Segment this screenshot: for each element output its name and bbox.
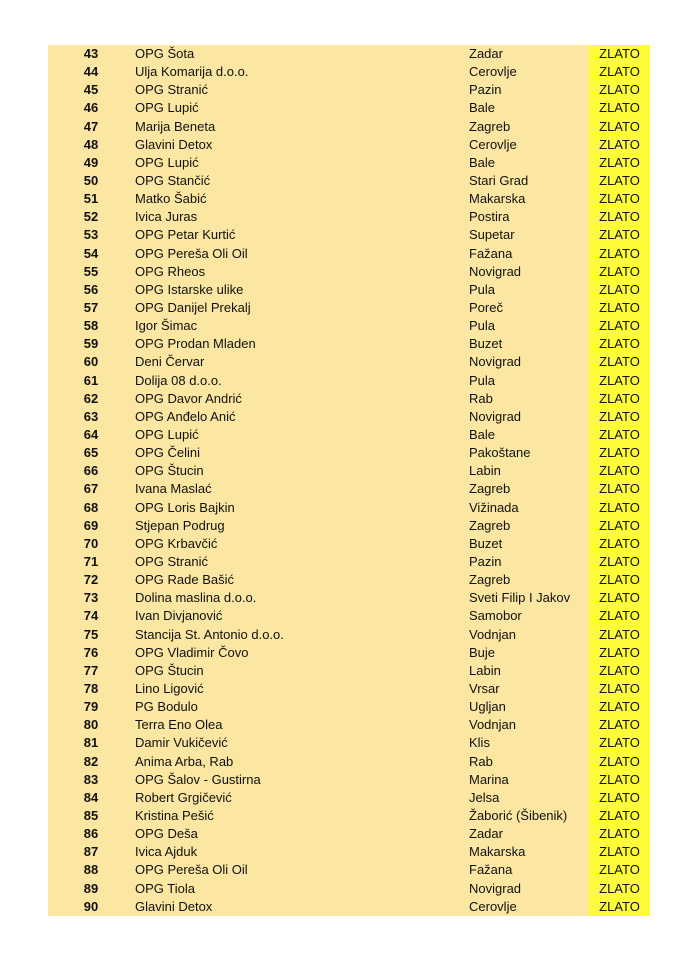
producer-location: Zagreb [469,480,589,498]
producer-name: OPG Petar Kurtić [134,226,469,244]
producer-name: OPG Tiola [134,879,469,897]
producer-location: Marina [469,771,589,789]
producer-name: OPG Deša [134,825,469,843]
entry-number: 57 [48,299,134,317]
table-row [48,99,650,117]
entry-number: 69 [48,517,134,535]
award-badge: ZLATO [589,408,650,426]
producer-location: Bale [469,154,589,172]
table-row [48,807,650,825]
award-badge: ZLATO [589,426,650,444]
award-badge: ZLATO [589,535,650,553]
table-row [48,172,650,190]
entry-number: 45 [48,81,134,99]
producer-location: Makarska [469,843,589,861]
award-badge: ZLATO [589,81,650,99]
producer-location: Pula [469,281,589,299]
entry-number: 49 [48,154,134,172]
producer-name: OPG Čelini [134,444,469,462]
producer-name: Dolina maslina d.o.o. [134,589,469,607]
table-row [48,317,650,335]
award-badge: ZLATO [589,136,650,154]
award-badge: ZLATO [589,99,650,117]
award-badge: ZLATO [589,680,650,698]
producer-name: Matko Šabić [134,190,469,208]
producer-location: Zagreb [469,517,589,535]
entry-number: 54 [48,245,134,263]
producer-name: OPG Loris Bajkin [134,499,469,517]
table-row [48,752,650,770]
table-row [48,571,650,589]
award-badge: ZLATO [589,861,650,879]
award-badge: ZLATO [589,208,650,226]
award-badge: ZLATO [589,390,650,408]
award-badge: ZLATO [589,172,650,190]
table-row [48,136,650,154]
producer-location: Poreč [469,299,589,317]
table-row [48,353,650,371]
producer-location: Žaborić (Šibenik) [469,807,589,825]
producer-name: OPG Danijel Prekalj [134,299,469,317]
table-row [48,553,650,571]
producer-name: Kristina Pešić [134,807,469,825]
producer-name: OPG Pereša Oli Oil [134,245,469,263]
award-badge: ZLATO [589,898,650,916]
producer-location: Sveti Filip I Jakov [469,589,589,607]
table-row [48,517,650,535]
producer-name: Ivana Maslać [134,480,469,498]
table-row [48,861,650,879]
award-badge: ZLATO [589,63,650,81]
award-badge: ZLATO [589,353,650,371]
table-row [48,499,650,517]
producer-name: OPG Davor Andrić [134,390,469,408]
producer-name: OPG Stranić [134,81,469,99]
entry-number: 85 [48,807,134,825]
award-badge: ZLATO [589,607,650,625]
producer-name: OPG Šalov - Gustirna [134,771,469,789]
entry-number: 78 [48,680,134,698]
award-badge: ZLATO [589,372,650,390]
producer-location: Buje [469,644,589,662]
entry-number: 80 [48,716,134,734]
producer-name: Lino Ligović [134,680,469,698]
entry-number: 52 [48,208,134,226]
results-table-container [48,45,650,916]
entry-number: 63 [48,408,134,426]
table-row [48,208,650,226]
entry-number: 48 [48,136,134,154]
producer-name: OPG Krbavčić [134,535,469,553]
producer-name: OPG Istarske ulike [134,281,469,299]
table-row [48,535,650,553]
producer-name: Ivica Juras [134,208,469,226]
entry-number: 62 [48,390,134,408]
award-badge: ZLATO [589,807,650,825]
producer-name: OPG Šota [134,45,469,63]
producer-name: OPG Vladimir Čovo [134,644,469,662]
producer-name: Dolija 08 d.o.o. [134,372,469,390]
producer-name: Damir Vukičević [134,734,469,752]
producer-location: Zagreb [469,571,589,589]
award-badge: ZLATO [589,190,650,208]
table-row [48,626,650,644]
entry-number: 89 [48,879,134,897]
entry-number: 67 [48,480,134,498]
producer-location: Cerovlje [469,136,589,154]
entry-number: 58 [48,317,134,335]
entry-number: 70 [48,535,134,553]
table-row [48,63,650,81]
producer-location: Bale [469,426,589,444]
producer-name: Glavini Detox [134,136,469,154]
producer-name: Anima Arba, Rab [134,752,469,770]
table-row [48,644,650,662]
award-badge: ZLATO [589,571,650,589]
producer-location: Fažana [469,861,589,879]
producer-location: Pula [469,317,589,335]
entry-number: 79 [48,698,134,716]
producer-location: Zadar [469,825,589,843]
producer-location: Bale [469,99,589,117]
award-badge: ZLATO [589,553,650,571]
producer-location: Vodnjan [469,626,589,644]
table-row [48,226,650,244]
producer-name: OPG Rheos [134,263,469,281]
producer-location: Labin [469,462,589,480]
table-row [48,372,650,390]
table-row [48,245,650,263]
producer-name: Igor Šimac [134,317,469,335]
entry-number: 77 [48,662,134,680]
award-badge: ZLATO [589,245,650,263]
producer-name: OPG Lupić [134,99,469,117]
award-badge: ZLATO [589,734,650,752]
producer-name: Terra Eno Olea [134,716,469,734]
award-badge: ZLATO [589,879,650,897]
award-badge: ZLATO [589,299,650,317]
producer-location: Fažana [469,245,589,263]
producer-location: Stari Grad [469,172,589,190]
producer-name: Stjepan Podrug [134,517,469,535]
table-row [48,190,650,208]
table-row [48,825,650,843]
entry-number: 83 [48,771,134,789]
producer-location: Samobor [469,607,589,625]
entry-number: 59 [48,335,134,353]
table-row [48,154,650,172]
producer-location: Buzet [469,535,589,553]
producer-name: OPG Lupić [134,154,469,172]
producer-location: Makarska [469,190,589,208]
entry-number: 75 [48,626,134,644]
entry-number: 88 [48,861,134,879]
award-badge: ZLATO [589,789,650,807]
award-badge: ZLATO [589,335,650,353]
table-row [48,843,650,861]
entry-number: 87 [48,843,134,861]
award-badge: ZLATO [589,771,650,789]
entry-number: 47 [48,118,134,136]
award-badge: ZLATO [589,462,650,480]
entry-number: 61 [48,372,134,390]
award-badge: ZLATO [589,480,650,498]
producer-name: OPG Pereša Oli Oil [134,861,469,879]
producer-name: Glavini Detox [134,898,469,916]
producer-name: OPG Štucin [134,662,469,680]
table-row [48,444,650,462]
entry-number: 74 [48,607,134,625]
entry-number: 76 [48,644,134,662]
table-row [48,607,650,625]
award-badge: ZLATO [589,752,650,770]
entry-number: 66 [48,462,134,480]
award-badge: ZLATO [589,662,650,680]
table-row [48,462,650,480]
award-badge: ZLATO [589,626,650,644]
producer-name: OPG Štucin [134,462,469,480]
producer-location: Novigrad [469,879,589,897]
award-badge: ZLATO [589,589,650,607]
entry-number: 71 [48,553,134,571]
table-row [48,734,650,752]
table-row [48,480,650,498]
table-row [48,390,650,408]
table-row [48,118,650,136]
table-row [48,81,650,99]
table-row [48,680,650,698]
producer-name: OPG Lupić [134,426,469,444]
entry-number: 72 [48,571,134,589]
producer-location: Novigrad [469,353,589,371]
award-badge: ZLATO [589,226,650,244]
entry-number: 81 [48,734,134,752]
table-row [48,299,650,317]
producer-location: Pazin [469,81,589,99]
entry-number: 44 [48,63,134,81]
entry-number: 60 [48,353,134,371]
entry-number: 84 [48,789,134,807]
award-badge: ZLATO [589,698,650,716]
award-badge: ZLATO [589,843,650,861]
award-badge: ZLATO [589,154,650,172]
producer-name: OPG Prodan Mladen [134,335,469,353]
producer-name: OPG Stranić [134,553,469,571]
producer-name: Robert Grgičević [134,789,469,807]
entry-number: 55 [48,263,134,281]
producer-location: Zadar [469,45,589,63]
producer-location: Pakoštane [469,444,589,462]
entry-number: 53 [48,226,134,244]
producer-name: Marija Beneta [134,118,469,136]
entry-number: 90 [48,898,134,916]
producer-name: OPG Stančić [134,172,469,190]
producer-location: Ugljan [469,698,589,716]
table-row [48,589,650,607]
table-row [48,408,650,426]
entry-number: 73 [48,589,134,607]
producer-location: Labin [469,662,589,680]
producer-location: Vodnjan [469,716,589,734]
producer-location: Zagreb [469,118,589,136]
producer-location: Novigrad [469,408,589,426]
producer-location: Jelsa [469,789,589,807]
producer-location: Rab [469,752,589,770]
table-row [48,426,650,444]
table-row [48,716,650,734]
entry-number: 56 [48,281,134,299]
table-row [48,45,650,63]
table-row [48,662,650,680]
producer-name: OPG Anđelo Anić [134,408,469,426]
producer-name: PG Bodulo [134,698,469,716]
producer-location: Buzet [469,335,589,353]
entry-number: 86 [48,825,134,843]
award-badge: ZLATO [589,517,650,535]
producer-location: Cerovlje [469,898,589,916]
results-table-body [48,45,650,916]
producer-location: Pazin [469,553,589,571]
producer-location: Vrsar [469,680,589,698]
entry-number: 65 [48,444,134,462]
table-row [48,698,650,716]
table-row [48,898,650,916]
producer-location: Supetar [469,226,589,244]
award-badge: ZLATO [589,118,650,136]
table-row [48,335,650,353]
award-badge: ZLATO [589,825,650,843]
table-row [48,789,650,807]
producer-location: Rab [469,390,589,408]
producer-name: Ivan Divjanović [134,607,469,625]
entry-number: 46 [48,99,134,117]
table-row [48,771,650,789]
producer-location: Cerovlje [469,63,589,81]
producer-name: Stancija St. Antonio d.o.o. [134,626,469,644]
producer-location: Novigrad [469,263,589,281]
producer-location: Vižinada [469,499,589,517]
entry-number: 51 [48,190,134,208]
table-row [48,281,650,299]
producer-name: OPG Rade Bašić [134,571,469,589]
producer-name: Ivica Ajduk [134,843,469,861]
entry-number: 82 [48,752,134,770]
producer-location: Pula [469,372,589,390]
entry-number: 64 [48,426,134,444]
award-badge: ZLATO [589,317,650,335]
producer-location: Postira [469,208,589,226]
award-badge: ZLATO [589,281,650,299]
producer-name: Ulja Komarija d.o.o. [134,63,469,81]
results-table [48,45,650,916]
award-badge: ZLATO [589,499,650,517]
table-row [48,879,650,897]
entry-number: 68 [48,499,134,517]
producer-name: Deni Červar [134,353,469,371]
award-badge: ZLATO [589,716,650,734]
award-badge: ZLATO [589,45,650,63]
award-badge: ZLATO [589,644,650,662]
entry-number: 50 [48,172,134,190]
award-badge: ZLATO [589,263,650,281]
producer-location: Klis [469,734,589,752]
award-badge: ZLATO [589,444,650,462]
table-row [48,263,650,281]
entry-number: 43 [48,45,134,63]
